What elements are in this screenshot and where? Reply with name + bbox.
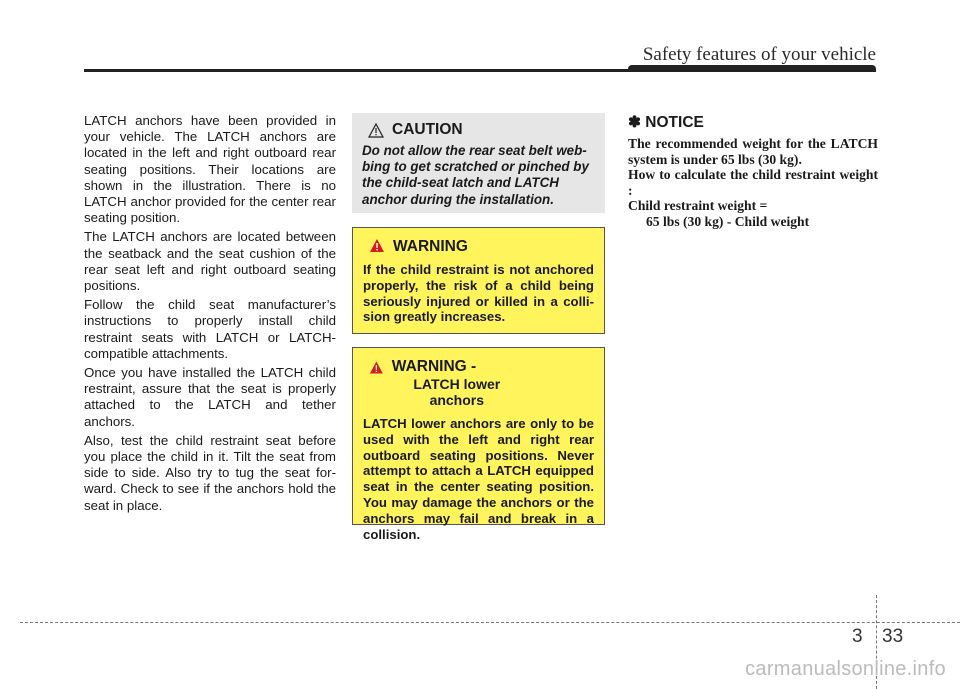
warning-subtitle: LATCH lower anchors [413, 376, 501, 408]
footer-rule [20, 622, 960, 623]
header-rule [84, 69, 876, 72]
section-title: Safety features of your vehicle [642, 44, 876, 65]
warning-title: WARNING [393, 238, 468, 255]
paragraph: LATCH anchors have been provided in your vehicle. The LATCH anchors are located in the left and right outboard rear seating positions. Their locations are shown in the illustration. There is no LATCH anchor provided for the center rear seating position. [84, 113, 336, 226]
notice-title: ✽ NOTICE [628, 114, 704, 131]
watermark: carmanualsonline.info [745, 658, 946, 680]
caution-text: Do not allow the rear seat belt web-bing to get scratched or pinched by the child-seat latch and LATCH anchor during the installation. [362, 143, 589, 207]
warning-triangle-icon [369, 360, 384, 375]
caution-box [352, 113, 605, 213]
warning-box [352, 227, 605, 334]
paragraph: Once you have installed the LATCH child restraint, assure that the seat is properly attached to the LATCH and tether anchors. [84, 365, 336, 429]
notice-line: The recommended weight for the LATCH system is under 65 lbs (30 kg). [628, 136, 878, 167]
body-text-column [84, 113, 336, 517]
warning-text: If the child restraint is not anchored properly, the risk of a child being seriously injured or killed in a colli-sion greatly increases. [363, 262, 594, 325]
warning-title: WARNING - [391, 358, 477, 375]
page-number: 33 [882, 626, 904, 647]
warning-text: LATCH lower anchors are only to be used with the left and right rear outboard seating positions. Never attempt to attach a LATCH equipped seat in the center seating position. You may damage the anchors or the anchors may fail and break in a collision. [363, 416, 594, 542]
caution-title: CAUTION [392, 121, 463, 138]
notice-section [628, 113, 878, 230]
chapter-number: 3 [852, 626, 863, 647]
notice-line: Child restraint weight = [628, 198, 768, 214]
notice-line: How to calculate the child restraint weight : [628, 167, 878, 198]
paragraph: The LATCH anchors are located between the seatback and the seat cushion of the rear seat left and right outboard seating positions. [84, 229, 336, 294]
notice-line: 65 lbs (30 kg) - Child weight [646, 213, 810, 229]
caution-triangle-icon [368, 123, 384, 138]
paragraph: Also, test the child restraint seat before you place the child in it. Tilt the seat from side to side. Also try to tug the seat for-ward. Check to see if the anchors hold the seat in place. [84, 432, 336, 513]
warning-triangle-icon [369, 238, 385, 253]
latch-warning-box [352, 347, 605, 542]
paragraph: Follow the child seat manufacturer’s instructions to properly install child restraint seats with LATCH or LATCH-compatible attachments. [84, 297, 336, 361]
